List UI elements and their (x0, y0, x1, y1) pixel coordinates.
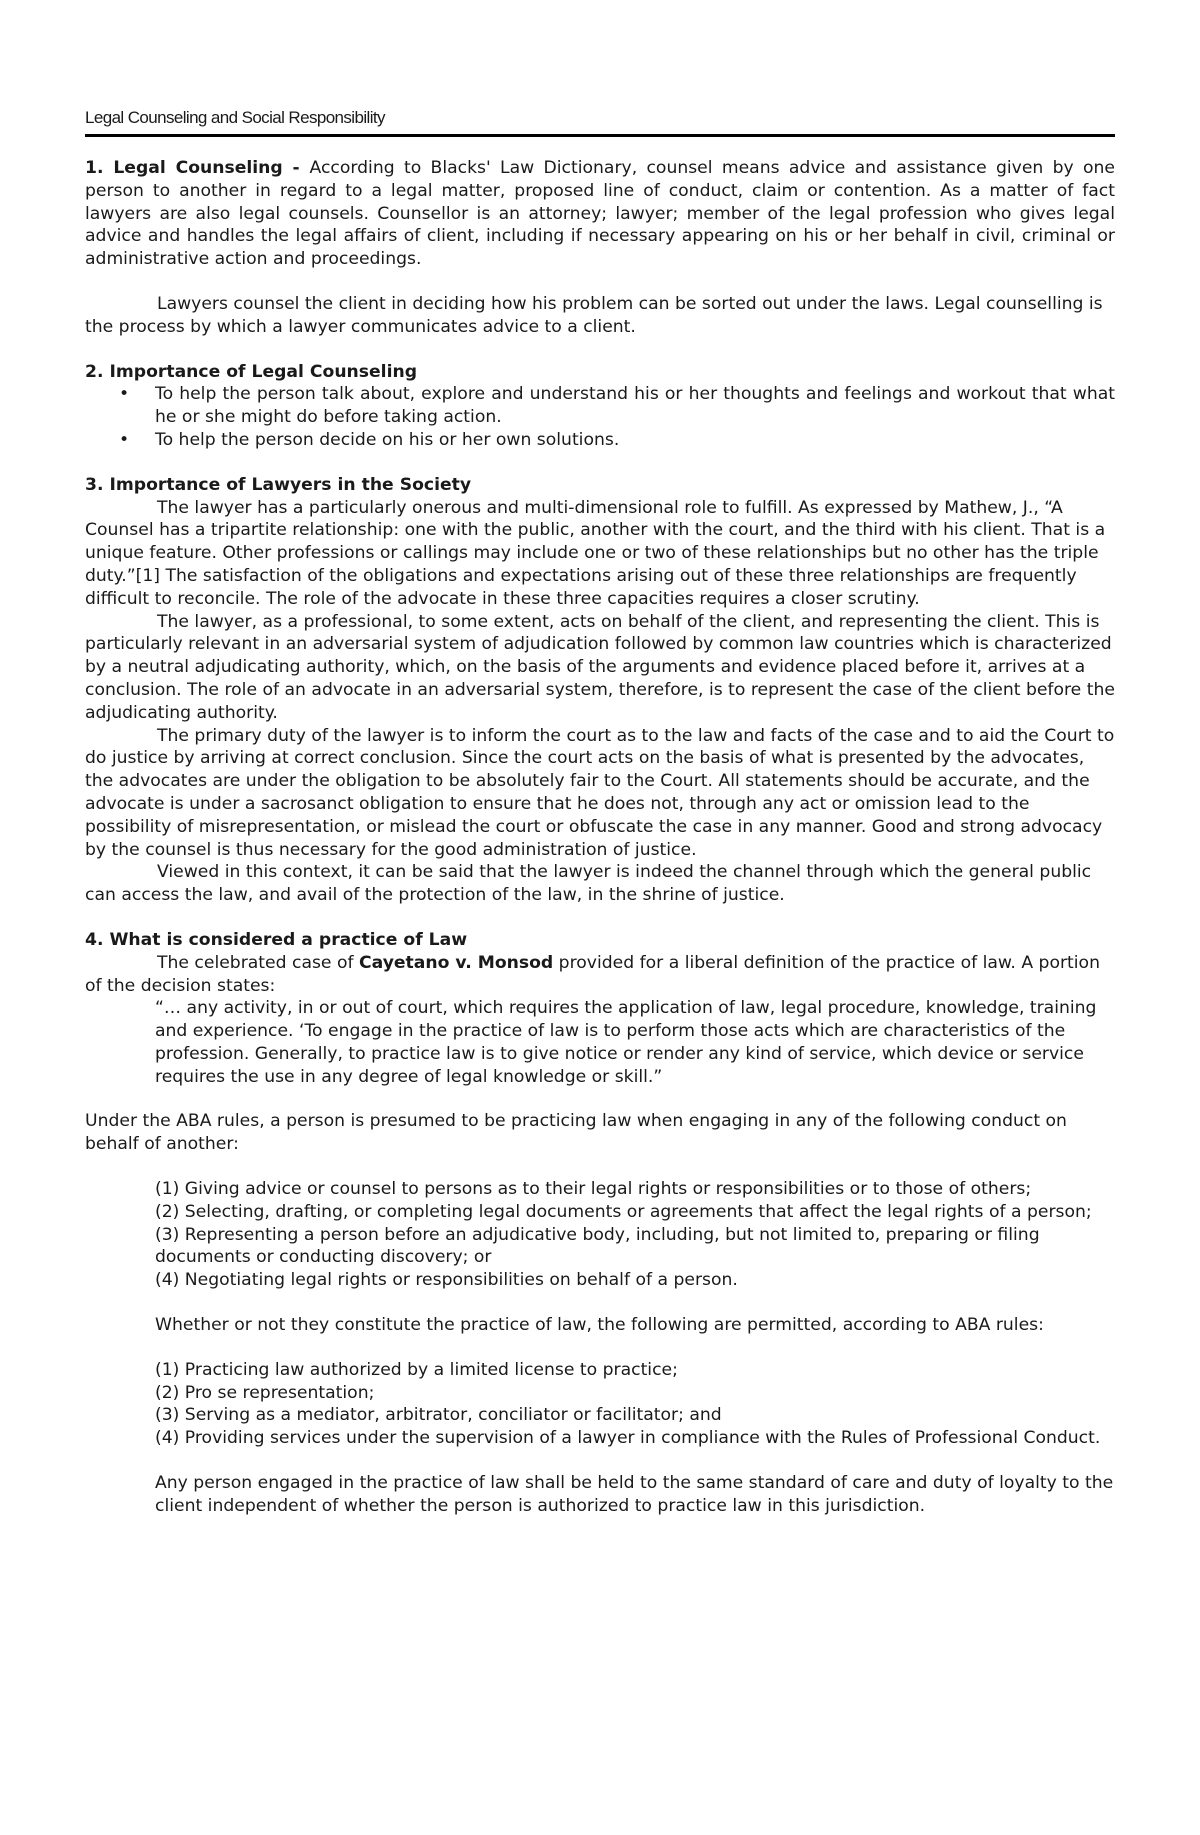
document-body (85, 157, 1115, 1518)
list-item: (3) Serving as a mediator, arbitrator, conciliator or facilitator; and (155, 1405, 722, 1426)
list-item: • To help the person talk about, explore and understand his or her thoughts and feelings and workout that what he or she might do before taking action. (119, 384, 1115, 428)
section-2-bullet-list (85, 383, 1115, 451)
closing-paragraph: Any person engaged in the practice of law shall be held to the same standard of care and duty of loyalty to the client independent of whether the person is authorized to practice law in this jurisdiction. (155, 1473, 1114, 1516)
section-3-paragraph: Viewed in this context, it can be said that the lawyer is indeed the channel through which the general public can access the law, and avail of the protection of the law, in the shrine of justice. (85, 862, 1092, 906)
header-rule (85, 134, 1115, 137)
bullet-icon: • (119, 384, 130, 405)
bullet-icon: • (119, 429, 130, 450)
decision-quote: “… any activity, in or out of court, which requires the application of law, legal procedure, knowledge, training and experience. ‘To engage in the practice of law is to perform those acts which are characteristics of the profession. Generally, to practice law is to give notice or render any kind of service, which device or service requires the use in any degree of legal knowledge or skill.” (155, 998, 1097, 1087)
section-3-heading: 3. Importance of Lawyers in the Society (85, 474, 472, 495)
list-item: (1) Practicing law authorized by a limited license to practice; (155, 1359, 678, 1380)
section-1-paragraph-1 (85, 157, 1115, 271)
list-item: (2) Selecting, drafting, or completing legal documents or agreements that affect the legal rights of a person; (155, 1201, 1092, 1222)
section-4-heading: 4. What is considered a practice of Law (85, 929, 468, 950)
aba-intro: Under the ABA rules, a person is presumed to be practicing law when engaging in any of the following conduct on behalf of another: (85, 1111, 1067, 1155)
section-1-text: According to Blacks' Law Dictionary, counsel means advice and assistance given by one person to another in regard to a legal matter, proposed line of conduct, claim or contention. As a matter of fact lawyers are also legal counsels. Counsellor is an attorney; lawyer; member of the legal profession who gives legal advice and handles the legal affairs of client, including if necessary appearing on his or her behalf in civil, criminal or administrative action and proceedings. (85, 158, 1116, 270)
permitted-intro: Whether or not they constitute the practice of law, the following are permitted, according to ABA rules: (155, 1315, 1044, 1336)
case-name: Cayetano v. Monsod (359, 952, 554, 973)
section-3-paragraph: The lawyer has a particularly onerous and multi-dimensional role to fulfill. As expressed by Mathew, J., “A Counsel has a tripartite relationship: one with the public, another with the court, and the third with his client. That is a unique feature. Other professions or callings may include one or two of these relationships but no other has the triple duty.”[1] The satisfaction of the obligations and expectations arising out of these three relationships are frequently difficult to reconcile. The role of the advocate in these three capacities requires a closer scrutiny. (85, 497, 1106, 609)
section-4-intro: The celebrated case of Cayetano v. Monsod provided for a liberal definition of the practice of law. A portion of the decision states: (85, 952, 1100, 996)
section-1-paragraph-2: Lawyers counsel the client in deciding how his problem can be sorted out under the laws. Legal counselling is the process by which a lawyer communicates advice to a client. (85, 293, 1103, 337)
running-header: Legal Counseling and Social Responsibility (85, 108, 385, 127)
section-3-paragraph: The primary duty of the lawyer is to inform the court as to the law and facts of the case and to aid the Court to do justice by arriving at correct conclusion. Since the court acts on the basis of what is presented by the advocates, the advocates are under the obligation to be absolutely fair to the Court. All statements should be accurate, and the advocate is under a sacrosanct obligation to ensure that he does not, through any act or omission lead to the possibility of misrepresentation, or mislead the court or obfuscate the case in any manner. Good and strong advocacy by the counsel is thus necessary for the good administration of justice. (85, 725, 1115, 860)
aba-conduct-list (85, 1178, 1115, 1518)
section-1-heading: 1. Legal Counseling - (85, 158, 310, 178)
list-item: (4) Negotiating legal rights or responsibilities on behalf of a person. (155, 1270, 738, 1291)
list-item: • To help the person decide on his or her own solutions. (119, 429, 620, 450)
list-item: (1) Giving advice or counsel to persons as to their legal rights or responsibilities or to those of others; (155, 1179, 1032, 1200)
list-item: (2) Pro se representation; (155, 1382, 375, 1403)
section-2-heading: 2. Importance of Legal Counseling (85, 361, 418, 382)
section-3-paragraph: The lawyer, as a professional, to some extent, acts on behalf of the client, and representing the client. This is particularly relevant in an adversarial system of adjudication followed by common law countries which is characterized by a neutral adjudicating authority, which, on the basis of the arguments and evidence placed before it, arrives at a conclusion. The role of an advocate in an adversarial system, therefore, is to represent the case of the client before the adjudicating authority. (85, 611, 1115, 723)
list-item: (4) Providing services under the supervision of a lawyer in compliance with the Rules of Professional Conduct. (155, 1428, 1101, 1449)
list-item: (3) Representing a person before an adjudicative body, including, but not limited to, preparing or filing documents or conducting discovery; or (155, 1224, 1040, 1268)
